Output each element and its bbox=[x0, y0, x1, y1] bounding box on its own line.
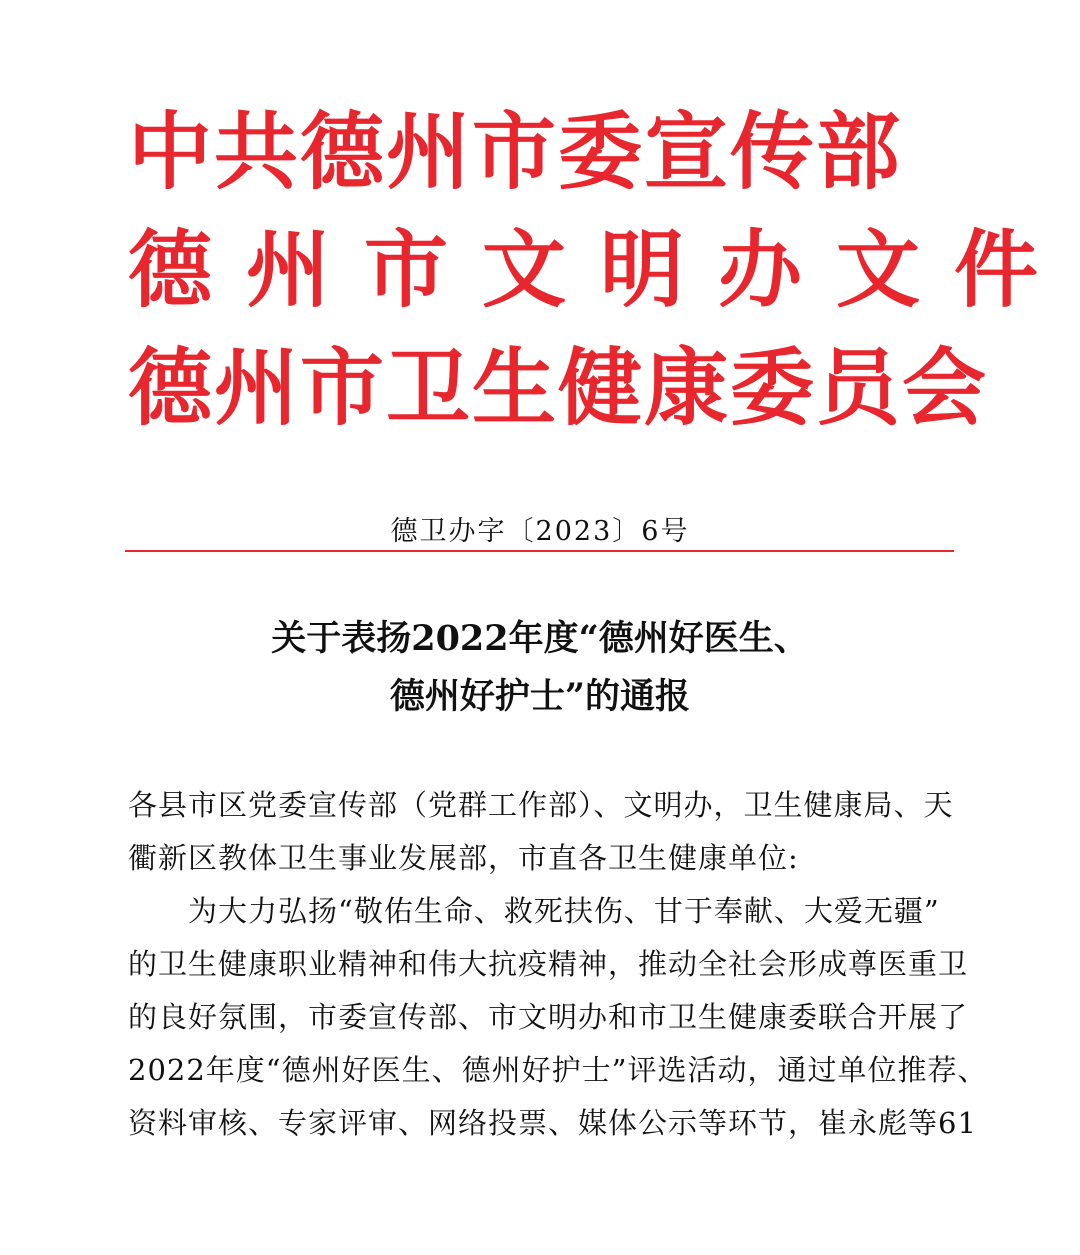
notice-title-line-1: 关于表扬2022年度“德州好医生、 bbox=[271, 618, 809, 659]
issuer-header-line-2: 德州市文明办文件 bbox=[128, 220, 1073, 319]
addressee-line-2: 衢新区教体卫生事业发展部，市直各卫生健康单位: bbox=[128, 841, 799, 875]
body-line-5: 资料审核、专家评审、网络投票、媒体公示等环节，崔永彪等61 bbox=[128, 1106, 977, 1140]
notice-title bbox=[0, 610, 1080, 726]
issuer-header-line-1: 中共德州市委宣传部 bbox=[128, 102, 903, 201]
body-paragraph bbox=[128, 885, 988, 1150]
body-line-4: 2022年度“德州好医生、德州好护士”评选活动，通过单位推荐、 bbox=[128, 1053, 988, 1087]
addressee-block bbox=[128, 779, 958, 885]
body-line-2: 的卫生健康职业精神和伟大抗疫精神，推动全社会形成尊医重卫 bbox=[128, 947, 969, 981]
document-number: 德卫办字〔2023〕6号 bbox=[390, 516, 690, 547]
red-divider-line bbox=[125, 550, 954, 552]
body-line-1: 为大力弘扬“敬佑生命、救死扶伤、甘于奉献、大爱无疆” bbox=[128, 894, 940, 928]
notice-title-line-2: 德州好护士”的通报 bbox=[389, 676, 691, 717]
addressee-line-1: 各县市区党委宣传部（党群工作部）、文明办，卫生健康局、天 bbox=[128, 788, 954, 822]
issuer-header-line-3: 德州市卫生健康委员会 bbox=[128, 338, 989, 437]
body-line-3: 的良好氛围，市委宣传部、市文明办和市卫生健康委联合开展了 bbox=[128, 1000, 969, 1034]
